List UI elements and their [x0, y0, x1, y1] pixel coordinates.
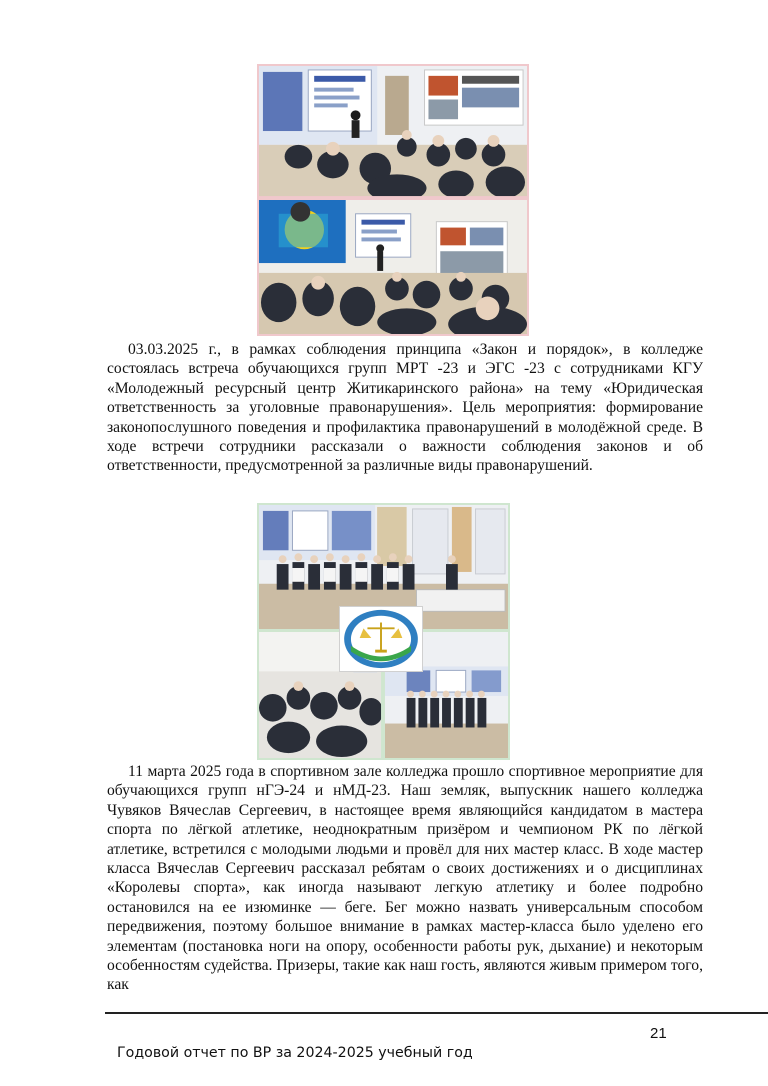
photo-collage-meeting-image [259, 66, 527, 334]
footer-text: Годовой отчет по ВР за 2024-2025 учебный год [117, 1045, 473, 1061]
prophylaxis-emblem-image [340, 607, 422, 671]
paragraph-sport-event-text: 11 марта 2025 года в спортивном зале колледжа прошло спортивное мероприятие для обучающихся групп нГЭ-24 и нМД-23. Наш земляк, выпускник нашего колледжа Чувяков Вячеслав Сергеевич, в настоящее время являющийся кандидатом в мастера спорта по лёгкой атлетике, неоднократным призёром и чемпионом РК по лёгкой атлетике, встретился с молодыми людьми и провёл для них мастер класс. В ходе мастер класса Вячеслав Сергеевич рассказал ребятам о своих достижениях и о дисциплинах «Королевы спорта», как иногда называют легкую атлетику и более подробно остановился на ее изюминке — беге. Бег можно назвать универсальным способом передвижения, поэтому большое внимание в рамках мастер-класса было уделено его элементам (постановка ноги на опору, особенности работы рук, дыхание) и некоторым особенностям судейства. Призеры, такие как наш гость, являются живым примером того, как [107, 763, 703, 994]
photo-collage-meeting [257, 64, 529, 336]
paragraph-law-and-order-text: 03.03.2025 г., в рамках соблюдения принципа «Закон и порядок», в колледже состоялась встреча обучающихся групп МРТ -23 и ЭГС -23 с сотрудниками КГУ «Молодежный ресурсный центр Житикаринского района» на тему «Юридическая ответственность за уголовные правонарушения». Цель мероприятия: формирование законопослушного поведения и профилактика правонарушений в молодёжной среде. В ходе встречи сотрудники рассказали о важности соблюдения законов и об ответственности, предусмотренной за различные виды правонарушений. [107, 341, 703, 475]
paragraph-law-and-order [107, 340, 703, 476]
page-number: 21 [650, 1025, 667, 1042]
prophylaxis-emblem-icon [339, 606, 423, 672]
footer-rule [105, 1012, 768, 1014]
paragraph-sport-event [107, 762, 703, 995]
